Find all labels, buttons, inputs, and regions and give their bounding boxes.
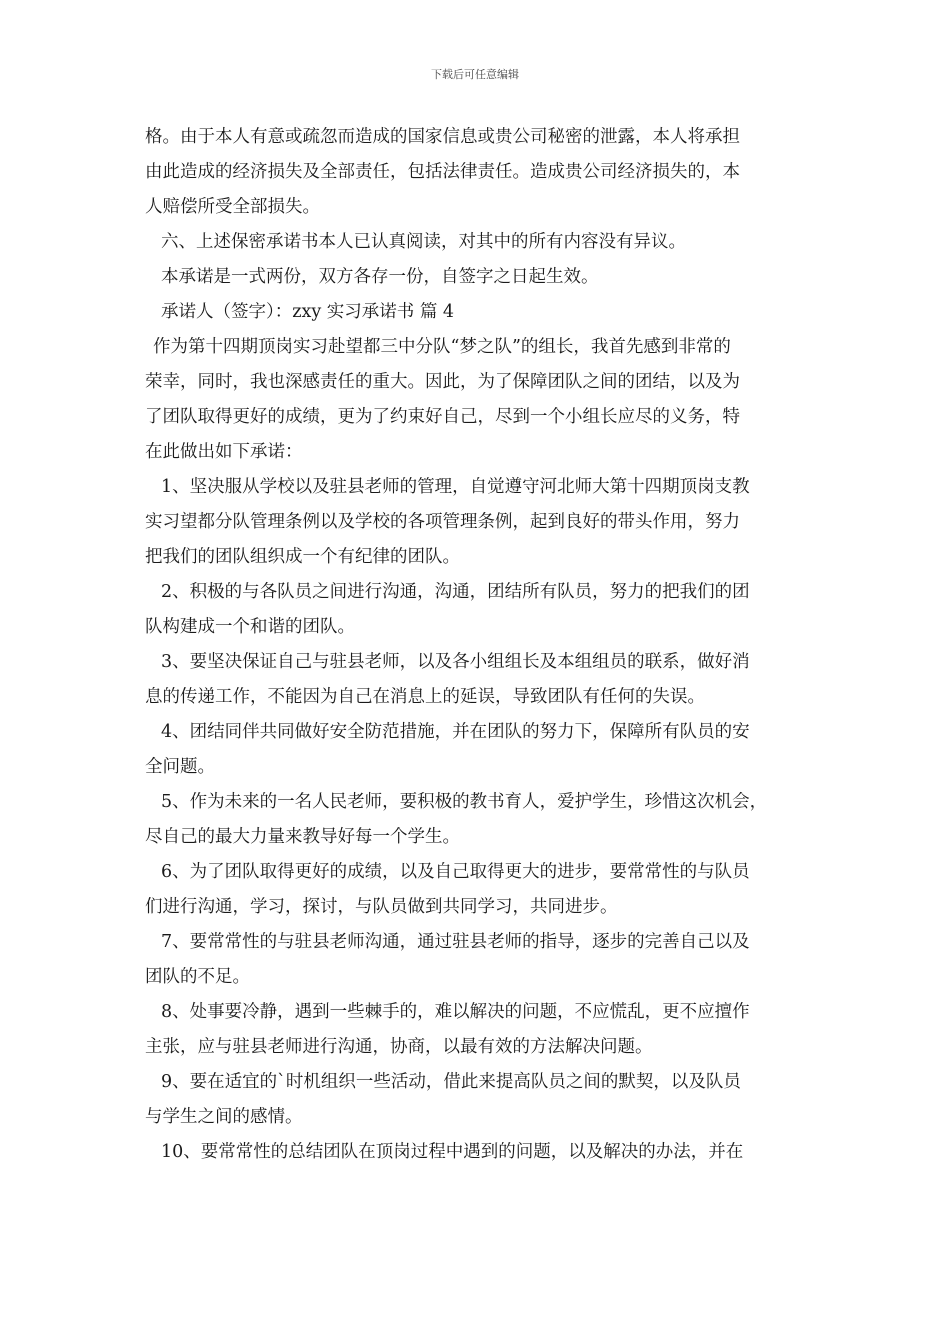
text-line: 作为第十四期顶岗实习赴望都三中分队“梦之队”的组长，我首先感到非常的 bbox=[153, 337, 731, 357]
text-line: 10、要常常性的总结团队在顶岗过程中遇到的问题，以及解决的办法，并在 bbox=[161, 1142, 744, 1162]
text-line: 1、坚决服从学校以及驻县老师的管理，自觉遵守河北师大第十四期顶岗支教 bbox=[161, 477, 750, 497]
text-line: 3、要坚决保证自己与驻县老师，以及各小组组长及本组组员的联系，做好消 bbox=[161, 652, 750, 672]
text-line: 7、要常常性的与驻县老师沟通，通过驻县老师的指导，逐步的完善自己以及 bbox=[161, 932, 750, 952]
text-line: 在此做出如下承诺： bbox=[145, 442, 303, 462]
text-line: 承诺人（签字）：zxy 实习承诺书 篇 4 bbox=[161, 302, 455, 322]
text-line: 把我们的团队组织成一个有纪律的团队。 bbox=[145, 547, 460, 567]
text-line: 团队的不足。 bbox=[145, 967, 250, 987]
text-line: 主张，应与驻县老师进行沟通，协商，以最有效的方法解决问题。 bbox=[145, 1037, 653, 1057]
text-line: 4、团结同伴共同做好安全防范措施，并在团队的努力下，保障所有队员的安 bbox=[161, 722, 750, 742]
text-line: 2、积极的与各队员之间进行沟通，沟通，团结所有队员，努力的把我们的团 bbox=[161, 582, 750, 602]
text-line: 尽自己的最大力量来教导好每一个学生。 bbox=[145, 827, 460, 847]
text-line: 全问题。 bbox=[145, 757, 215, 777]
text-line: 格。由于本人有意或疏忽而造成的国家信息或贵公司秘密的泄露，本人将承担 bbox=[145, 127, 740, 147]
text-line: 9、要在适宜的`时机组织一些活动，借此来提高队员之间的默契，以及队员 bbox=[161, 1072, 741, 1092]
text-line: 实习望都分队管理条例以及学校的各项管理条例，起到良好的带头作用，努力 bbox=[145, 512, 740, 532]
text-line: 8、处事要冷静，遇到一些棘手的，难以解决的问题，不应慌乱，更不应擅作 bbox=[161, 1002, 750, 1022]
document-body bbox=[145, 120, 810, 1170]
text-line: 5、作为未来的一名人民老师，要积极的教书育人，爱护学生，珍惜这次机会， bbox=[161, 792, 768, 812]
text-line: 本承诺是一式两份，双方各存一份，自签字之日起生效。 bbox=[161, 267, 599, 287]
text-line: 息的传递工作，不能因为自己在消息上的延误，导致团队有任何的失误。 bbox=[145, 687, 705, 707]
text-line: 了团队取得更好的成绩，更为了约束好自己，尽到一个小组长应尽的义务，特 bbox=[145, 407, 740, 427]
text-line: 人赔偿所受全部损失。 bbox=[145, 197, 320, 217]
text-line: 6、为了团队取得更好的成绩，以及自己取得更大的进步，要常常性的与队员 bbox=[161, 862, 750, 882]
text-line: 们进行沟通，学习，探讨，与队员做到共同学习，共同进步。 bbox=[145, 897, 618, 917]
text-line: 与学生之间的感情。 bbox=[145, 1107, 303, 1127]
text-line: 由此造成的经济损失及全部责任，包括法律责任。造成贵公司经济损失的，本 bbox=[145, 162, 740, 182]
text-line: 六、上述保密承诺书本人已认真阅读，对其中的所有内容没有异议。 bbox=[161, 232, 686, 252]
page-header: 下载后可任意编辑 bbox=[431, 68, 519, 81]
text-line: 队构建成一个和谐的团队。 bbox=[145, 617, 355, 637]
text-line: 荣幸，同时，我也深感责任的重大。因此，为了保障团队之间的团结，以及为 bbox=[145, 372, 740, 392]
